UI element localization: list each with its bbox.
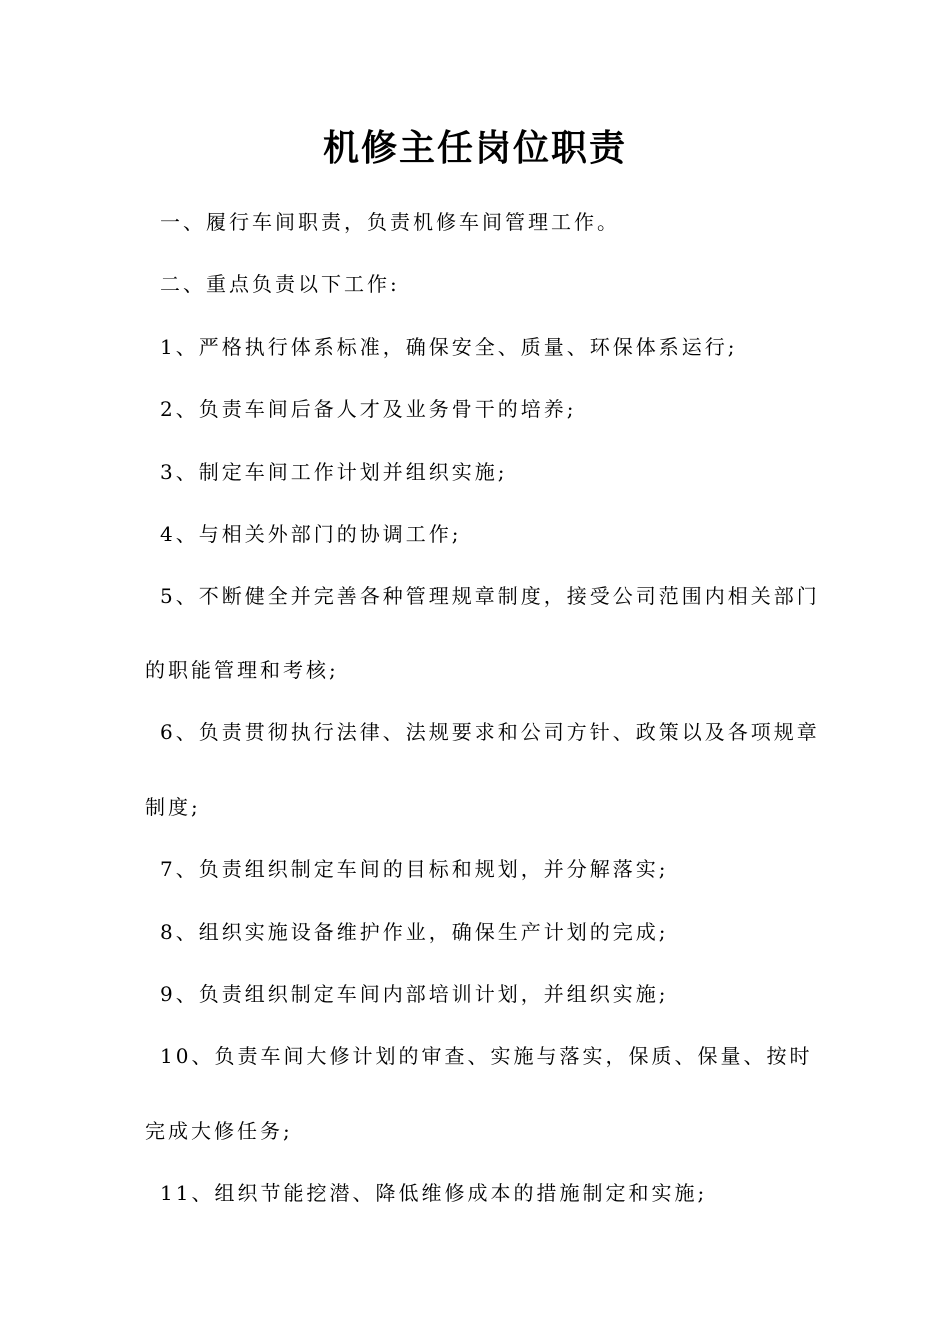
paragraph-line: 5、不断健全并完善各种管理规章制度，接受公司范围内相关部门 [160, 584, 820, 608]
paragraph-line: 7、负责组织制定车间的目标和规划，并分解落实; [160, 857, 669, 881]
paragraph-line: 10、负责车间大修计划的审查、实施与落实，保质、保量、按时 [160, 1044, 813, 1068]
paragraph-line: 二、重点负责以下工作: [160, 272, 400, 296]
document-title: 机修主任岗位职责 [322, 127, 627, 169]
paragraph-line: 1、严格执行体系标准，确保安全、质量、环保体系运行; [160, 335, 738, 359]
paragraph-line: 制度; [145, 795, 201, 819]
paragraph-line: 完成大修任务; [145, 1119, 293, 1143]
paragraph-line: 3、制定车间工作计划并组织实施; [160, 460, 508, 484]
paragraph-line: 4、与相关外部门的协调工作; [160, 522, 462, 546]
paragraph-line: 8、组织实施设备维护作业，确保生产计划的完成; [160, 920, 669, 944]
paragraph-line: 2、负责车间后备人才及业务骨干的培养; [160, 397, 577, 421]
paragraph-line: 11、组织节能挖潜、降低维修成本的措施制定和实施; [160, 1181, 708, 1205]
paragraph-line: 的职能管理和考核; [145, 658, 339, 682]
paragraph-line: 6、负责贯彻执行法律、法规要求和公司方针、政策以及各项规章 [160, 720, 820, 744]
paragraph-line: 9、负责组织制定车间内部培训计划，并组织实施; [160, 982, 669, 1006]
paragraph-line: 一、履行车间职责，负责机修车间管理工作。 [160, 210, 620, 234]
